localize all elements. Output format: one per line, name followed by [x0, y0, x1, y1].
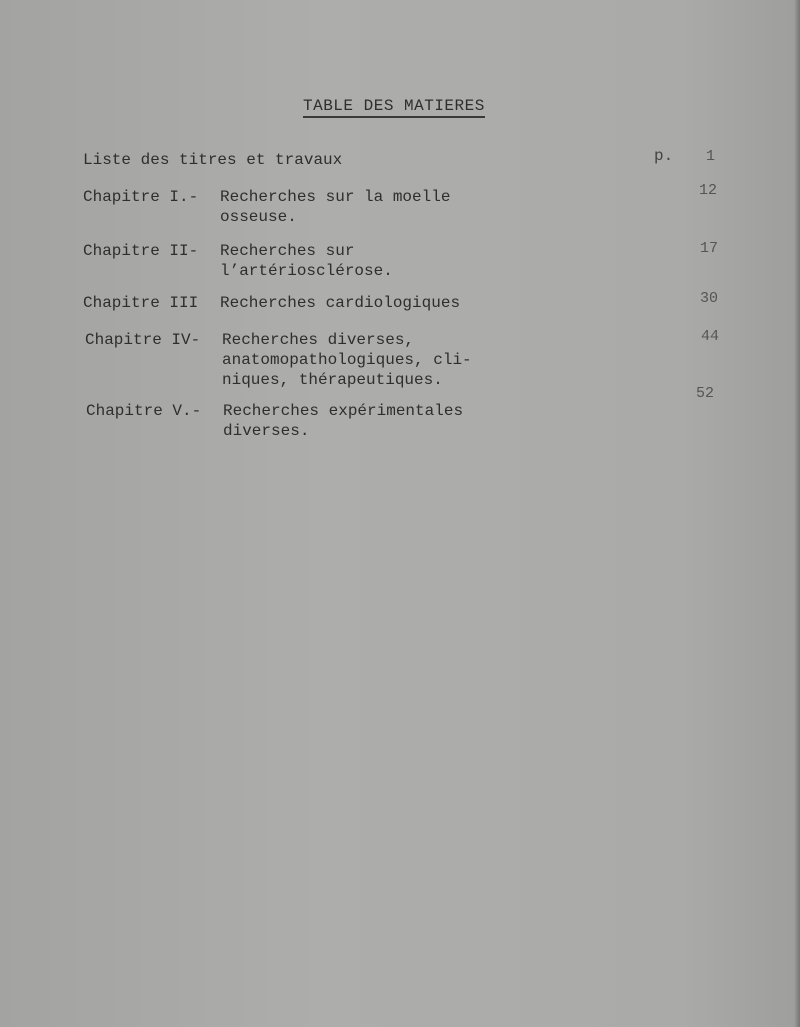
toc-page-number: 12	[699, 182, 718, 199]
toc-entry-label: Chapitre I.-	[83, 188, 199, 206]
toc-page-number: 1	[706, 148, 716, 165]
toc-page-number: 52	[696, 385, 715, 402]
toc-entry-text: Recherches sur l’artériosclérose.	[220, 242, 393, 280]
toc-entry-text: Recherches diverses, anatomopathologiques, cli- niques, thérapeutiques.	[222, 331, 472, 389]
toc-page-number: 44	[701, 328, 720, 345]
toc-entry-label: Liste des titres et travaux	[83, 151, 343, 169]
toc-entry-text: Recherches expérimentales diverses.	[223, 402, 464, 440]
toc-entry-label: Chapitre III	[83, 294, 199, 312]
toc-entry	[83, 241, 543, 283]
toc-entry	[83, 187, 543, 229]
toc-entry-text: Recherches cardiologiques	[220, 294, 461, 312]
toc-page-number: 30	[700, 290, 719, 307]
toc-entry-label: Chapitre V.-	[86, 402, 202, 420]
toc-entry-label: Chapitre II-	[83, 242, 199, 260]
page-title: TABLE DES MATIERES	[303, 97, 485, 118]
page-prefix: p.	[654, 147, 674, 165]
toc-entry-text: Recherches sur la moelle osseuse.	[220, 188, 451, 226]
toc-page-number: 17	[700, 240, 719, 257]
toc-entry	[85, 330, 545, 392]
toc-entry-label: Chapitre IV-	[85, 331, 201, 349]
toc-entry	[86, 401, 546, 443]
